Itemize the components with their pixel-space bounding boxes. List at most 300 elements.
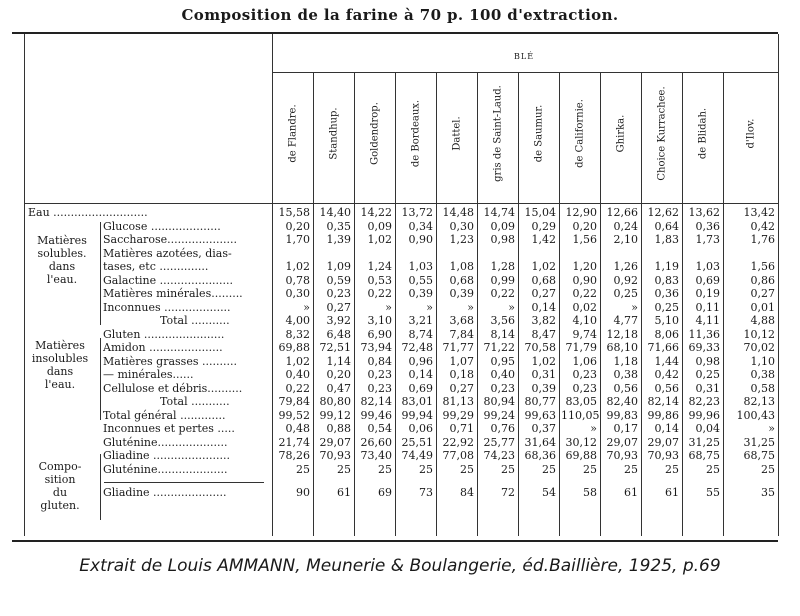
table-cell: 31,25	[743, 435, 775, 449]
table-cell: 1,03	[408, 260, 433, 273]
group-label-text	[26, 234, 98, 286]
table-cell: 8,74	[408, 327, 433, 341]
column-header: Dattel.	[451, 116, 462, 151]
row-label: tases, etc ..............	[103, 260, 209, 273]
table-cell: 68,75	[688, 449, 720, 462]
table-cell: 1,02	[367, 233, 392, 246]
table-cell: 71,77	[442, 341, 474, 354]
column-divider	[313, 72, 314, 536]
table-cell: 0,27	[326, 300, 351, 314]
table-cell: 29,07	[647, 435, 679, 449]
group-label-line: insolubles	[31, 352, 89, 365]
table-cell: 1,07	[449, 354, 474, 368]
table-cell: 0,98	[490, 233, 515, 246]
table-cell: 0,83	[654, 273, 679, 287]
table-cell: 2,10	[613, 233, 638, 246]
column-header: Standhup.	[328, 107, 339, 160]
table-cell: 0,48	[285, 422, 310, 435]
table-cell: 29,07	[606, 435, 638, 449]
table-cell: 70,93	[647, 449, 679, 462]
table-cell: 1,56	[750, 260, 775, 273]
table-cell: 13,72	[401, 206, 433, 219]
table-cell: 15,04	[524, 206, 556, 219]
table-cell: 69	[378, 486, 392, 499]
table-cell: »	[768, 422, 775, 435]
table-cell: 61	[624, 486, 638, 499]
table-cell: 0,14	[408, 368, 433, 381]
table-cell: 25	[665, 462, 679, 476]
column-divider	[641, 72, 642, 536]
group-brace	[100, 222, 101, 325]
row-label: Total général .............	[103, 408, 226, 422]
table-cell: 58	[583, 486, 597, 499]
table-cell: 72,48	[401, 341, 433, 354]
table-cell: 0,47	[326, 381, 351, 395]
table-cell: 73,40	[360, 449, 392, 462]
table-cell: 4,88	[750, 314, 775, 327]
table-cell: 29,07	[319, 435, 351, 449]
table-cell: 0,68	[449, 273, 474, 287]
column-divider	[723, 72, 724, 536]
table-cell: 0,98	[695, 354, 720, 368]
table-cell: 25	[337, 462, 351, 476]
table-cell: 84	[460, 486, 474, 499]
table-cell: 0,24	[613, 219, 638, 233]
table-cell: 6,48	[326, 327, 351, 341]
table-cell: 0,06	[408, 422, 433, 435]
row-label: Saccharose....................	[103, 233, 238, 246]
table-cell: 54	[542, 486, 556, 499]
group-label-line: sition	[44, 473, 76, 486]
column-header: de Bordeaux.	[410, 99, 421, 168]
table-cell: 0,42	[750, 219, 775, 233]
table-cell: 0,84	[367, 354, 392, 368]
column-divider	[518, 72, 519, 536]
group-label-text	[24, 339, 96, 391]
table-cell: »	[631, 300, 638, 314]
table-cell: 25	[296, 462, 310, 476]
table-cell: 0,56	[654, 381, 679, 395]
table-cell: 0,22	[285, 381, 310, 395]
table-cell: 0,92	[613, 273, 638, 287]
table-cell: 78,26	[278, 449, 310, 462]
table-cell: 74,23	[483, 449, 515, 462]
table-cell: 1,02	[531, 354, 556, 368]
table-cell: 70,93	[606, 449, 638, 462]
group-label-line: solubles.	[37, 247, 87, 260]
page-title: Composition de la farine à 70 p. 100 d'extraction.	[181, 6, 619, 24]
group-label-line: Matières	[37, 234, 87, 247]
table-cell: 1,02	[531, 260, 556, 273]
table-cell: 31,25	[688, 435, 720, 449]
table-cell: 0,11	[695, 300, 720, 314]
row-label: Gliadine .....................	[103, 486, 227, 499]
table-cell: 4,10	[572, 314, 597, 327]
table-cell: 61	[337, 486, 351, 499]
table-cell: 0,55	[408, 273, 433, 287]
table-cell: 0,96	[408, 354, 433, 368]
table-cell: 0,38	[613, 368, 638, 381]
row-label: Gluténine....................	[103, 462, 228, 476]
table-cell: 0,39	[531, 381, 556, 395]
table-cell: 0,42	[654, 368, 679, 381]
table-cell: 1,76	[750, 233, 775, 246]
table-cell: 1,83	[654, 233, 679, 246]
table-cell: 1,20	[572, 260, 597, 273]
table-cell: 0,78	[285, 273, 310, 287]
table-cell: 74,49	[401, 449, 433, 462]
column-divider	[600, 72, 601, 536]
table-cell: 71,66	[647, 341, 679, 354]
table-cell: 82,13	[743, 395, 775, 408]
table-cell: 77,08	[442, 449, 474, 462]
table-cell: 70,58	[524, 341, 556, 354]
column-header: Choice Kurrachee.	[656, 86, 667, 181]
table-cell: 1,73	[695, 233, 720, 246]
table-cell: 0,18	[449, 368, 474, 381]
row-label: Inconnues et pertes .....	[103, 422, 235, 435]
table-cell: 25	[419, 462, 433, 476]
table-cell: 3,68	[449, 314, 474, 327]
caption: Extrait de Louis AMMANN, Meunerie & Boulangerie, éd.Baillière, 1925, p.69	[79, 556, 721, 576]
table-cell: 1,19	[654, 260, 679, 273]
table-cell: 0,56	[613, 381, 638, 395]
table-cell: 0,02	[572, 300, 597, 314]
table-cell: 0,76	[490, 422, 515, 435]
row-label: Galactine .....................	[103, 273, 234, 287]
table-cell: 0,69	[408, 381, 433, 395]
table-cell: 12,18	[606, 327, 638, 341]
table-cell: 4,00	[285, 314, 310, 327]
table-cell: 3,56	[490, 314, 515, 327]
table-cell: 99,83	[606, 408, 638, 422]
table-cell: 0,14	[654, 422, 679, 435]
column-header: de Blidah.	[697, 107, 708, 160]
table-cell: 25	[542, 462, 556, 476]
table-cell: 15,58	[278, 206, 310, 219]
table-cell: 14,74	[483, 206, 515, 219]
table-cell: 0,40	[285, 368, 310, 381]
table-cell: 25	[501, 462, 515, 476]
column-divider	[477, 72, 478, 536]
table-cell: 0,20	[326, 368, 351, 381]
table-cell: 0,23	[572, 381, 597, 395]
column-divider	[395, 72, 396, 536]
table-cell: 25,51	[401, 435, 433, 449]
table-cell: 68,10	[606, 341, 638, 354]
table-cell: 0,20	[572, 219, 597, 233]
row-label: Eau ...........................	[28, 206, 148, 219]
table-cell: 0,39	[408, 287, 433, 300]
table-cell: 14,48	[442, 206, 474, 219]
table-cell: 5,10	[654, 314, 679, 327]
table-cell: 68,36	[524, 449, 556, 462]
rule	[104, 482, 264, 483]
column-header: gris de Saint-Laud.	[492, 85, 503, 182]
table-cell: 25	[583, 462, 597, 476]
table-cell: 0,04	[695, 422, 720, 435]
table-cell: 81,13	[442, 395, 474, 408]
group-label-line: du	[52, 486, 68, 499]
row-label: Gluténine....................	[103, 435, 228, 449]
row-label: Cellulose et débris..........	[103, 381, 243, 395]
table-cell: 0,01	[750, 300, 775, 314]
group-label-text	[24, 460, 96, 512]
table-cell: 0,38	[750, 368, 775, 381]
table-cell: 0,31	[695, 381, 720, 395]
group-label-line: l'eau.	[44, 378, 76, 391]
table-cell: 0,86	[750, 273, 775, 287]
group-label-line: Matières	[35, 339, 85, 352]
table-cell: 1,24	[367, 260, 392, 273]
table-cell: 3,10	[367, 314, 392, 327]
table-cell: 100,43	[736, 408, 775, 422]
table-cell: 12,90	[565, 206, 597, 219]
table-cell: 8,14	[490, 327, 515, 341]
table-cell: 1,10	[750, 354, 775, 368]
table-cell: 0,22	[572, 287, 597, 300]
table-cell: 0,71	[449, 422, 474, 435]
table-cell: 90	[296, 486, 310, 499]
group-label-line: Compo-	[38, 460, 82, 473]
table-cell: 99,12	[319, 408, 351, 422]
table-cell: 1,03	[695, 260, 720, 273]
table-cell: 9,74	[572, 327, 597, 341]
table-cell: 0,36	[654, 287, 679, 300]
column-header: de Californie.	[574, 99, 585, 168]
table-cell: 0,37	[531, 422, 556, 435]
table-cell: 0,23	[367, 381, 392, 395]
column-header: Goldendrop.	[369, 102, 380, 165]
table-cell: 22,92	[442, 435, 474, 449]
table-cell: 25	[460, 462, 474, 476]
table-cell: »	[467, 300, 474, 314]
table-cell: 99,96	[688, 408, 720, 422]
table-cell: 71,79	[565, 341, 597, 354]
table-cell: 0,40	[490, 368, 515, 381]
table-cell: 0,90	[408, 233, 433, 246]
table-cell: 6,90	[367, 327, 392, 341]
table-cell: 82,40	[606, 395, 638, 408]
table-cell: 0,09	[367, 219, 392, 233]
table-cell: 0,34	[408, 219, 433, 233]
table-cell: 70,93	[319, 449, 351, 462]
table-cell: 12,62	[647, 206, 679, 219]
table-cell: »	[385, 300, 392, 314]
table-cell: 7,84	[449, 327, 474, 341]
group-label-line: dans	[48, 260, 76, 273]
table-cell: 8,47	[531, 327, 556, 341]
table-cell: 0,17	[613, 422, 638, 435]
column-header: d'Ilov.	[745, 118, 756, 149]
table-cell: 82,23	[688, 395, 720, 408]
table-cell: 0,23	[490, 381, 515, 395]
row-label: Inconnues ...................	[103, 300, 231, 314]
table-cell: 99,46	[360, 408, 392, 422]
table-cell: 0,68	[531, 273, 556, 287]
row-label: Gluten .......................	[103, 327, 225, 341]
group-label-line: l'eau.	[46, 273, 78, 286]
table-cell: 1,02	[285, 260, 310, 273]
header-divider	[24, 203, 778, 204]
table-cell: 11,36	[688, 327, 720, 341]
table-cell: 1,09	[326, 260, 351, 273]
table-cell: 0,29	[531, 219, 556, 233]
table-cell: 1,42	[531, 233, 556, 246]
table-cell: 14,40	[319, 206, 351, 219]
table-cell: 1,14	[326, 354, 351, 368]
table-cell: 80,94	[483, 395, 515, 408]
table-cell: 99,94	[401, 408, 433, 422]
table-cell: 12,66	[606, 206, 638, 219]
group-label-line: dans	[46, 365, 74, 378]
row-label: Matières azotées, dias-	[103, 246, 232, 260]
table-cell: 82,14	[360, 395, 392, 408]
table-cell: 14,22	[360, 206, 392, 219]
table-cell: 0,39	[449, 287, 474, 300]
table-cell: 1,70	[285, 233, 310, 246]
table-cell: 31,64	[524, 435, 556, 449]
table-cell: 0,30	[449, 219, 474, 233]
table-cell: 99,63	[524, 408, 556, 422]
table-cell: 26,60	[360, 435, 392, 449]
table-cell: 0,20	[285, 219, 310, 233]
table-cell: 0,88	[326, 422, 351, 435]
table-cell: 25,77	[483, 435, 515, 449]
table-cell: 80,77	[524, 395, 556, 408]
table-cell: 71,22	[483, 341, 515, 354]
table-cell: 0,99	[490, 273, 515, 287]
table-cell: 0,14	[531, 300, 556, 314]
table-cell: 0,23	[367, 368, 392, 381]
table-cell: 110,05	[561, 408, 600, 422]
column-divider	[778, 34, 779, 536]
table-cell: 72,51	[319, 341, 351, 354]
table-cell: 0,19	[695, 287, 720, 300]
table-cell: 4,77	[613, 314, 638, 327]
row-label: — minérales......	[103, 368, 194, 381]
group-header: BLÉ	[514, 52, 535, 61]
column-header: de Saumur.	[533, 104, 544, 163]
table-cell: 99,24	[483, 408, 515, 422]
group-label-line: gluten.	[40, 499, 80, 512]
table-cell: 0,23	[326, 287, 351, 300]
row-label: Matières grasses ..........	[103, 354, 237, 368]
table-cell: 1,23	[449, 233, 474, 246]
table-cell: 1,02	[285, 354, 310, 368]
table-cell: 82,14	[647, 395, 679, 408]
column-divider	[354, 72, 355, 536]
table-cell: 1,56	[572, 233, 597, 246]
group-brace	[100, 454, 101, 520]
table-cell: 73	[419, 486, 433, 499]
table-cell: 1,39	[326, 233, 351, 246]
table-cell: 0,09	[490, 219, 515, 233]
table-cell: 21,74	[278, 435, 310, 449]
table-cell: 0,58	[750, 381, 775, 395]
table-cell: 3,82	[531, 314, 556, 327]
table-cell: 79,84	[278, 395, 310, 408]
table-cell: 69,88	[565, 449, 597, 462]
row-label: Total ...........	[160, 395, 230, 408]
table-cell: 4,11	[695, 314, 720, 327]
table-cell: 68,75	[743, 449, 775, 462]
table-cell: 73,94	[360, 341, 392, 354]
table-cell: 99,52	[278, 408, 310, 422]
table-cell: 69,88	[278, 341, 310, 354]
column-header: Ghirka.	[615, 114, 626, 153]
table-cell: 1,18	[613, 354, 638, 368]
table-cell: 0,27	[531, 287, 556, 300]
table-cell: 1,26	[613, 260, 638, 273]
table-cell: 0,25	[695, 368, 720, 381]
table-cell: 99,86	[647, 408, 679, 422]
table-cell: 25	[761, 462, 775, 476]
table-cell: 3,21	[408, 314, 433, 327]
table-cell: 25	[378, 462, 392, 476]
table-cell: »	[508, 300, 515, 314]
table-cell: 0,30	[285, 287, 310, 300]
table-cell: 0,25	[654, 300, 679, 314]
table-cell: 99,29	[442, 408, 474, 422]
table-cell: »	[303, 300, 310, 314]
table-cell: 0,59	[326, 273, 351, 287]
table-cell: 8,06	[654, 327, 679, 341]
table-cell: 0,54	[367, 422, 392, 435]
table-cell: 61	[665, 486, 679, 499]
table-cell: 83,01	[401, 395, 433, 408]
row-label: Amidon .....................	[103, 341, 223, 354]
table-cell: 1,44	[654, 354, 679, 368]
table-cell: 72	[501, 486, 515, 499]
column-divider	[436, 72, 437, 536]
table-cell: 25	[706, 462, 720, 476]
table-cell: 8,32	[285, 327, 310, 341]
table-cell: 0,25	[613, 287, 638, 300]
table-cell: 0,31	[531, 368, 556, 381]
column-header: de Flandre.	[287, 104, 298, 163]
table-cell: 1,28	[490, 260, 515, 273]
table-cell: 0,90	[572, 273, 597, 287]
table-cell: 0,35	[326, 219, 351, 233]
table-cell: 0,64	[654, 219, 679, 233]
table-cell: 55	[706, 486, 720, 499]
table-cell: 1,06	[572, 354, 597, 368]
table-cell: 25	[624, 462, 638, 476]
table-cell: 30,12	[565, 435, 597, 449]
table-cell: 13,62	[688, 206, 720, 219]
row-label: Matières minérales.........	[103, 287, 243, 300]
table-cell: 69,33	[688, 341, 720, 354]
table-cell: 0,22	[490, 287, 515, 300]
table-cell: 0,69	[695, 273, 720, 287]
table-cell: 13,42	[743, 206, 775, 219]
table-cell: 0,23	[572, 368, 597, 381]
column-divider	[272, 34, 273, 536]
row-label: Glucose ....................	[103, 219, 221, 233]
table-cell: »	[590, 422, 597, 435]
table-cell: 83,05	[565, 395, 597, 408]
table-cell: 35	[761, 486, 775, 499]
table-cell: 0,22	[367, 287, 392, 300]
table-cell: 3,92	[326, 314, 351, 327]
table-cell: 70,02	[743, 341, 775, 354]
table-cell: 1,08	[449, 260, 474, 273]
table-cell: 80,80	[319, 395, 351, 408]
table-cell: 0,27	[449, 381, 474, 395]
row-label: Gliadine ......................	[103, 449, 230, 462]
table-cell: 0,27	[750, 287, 775, 300]
